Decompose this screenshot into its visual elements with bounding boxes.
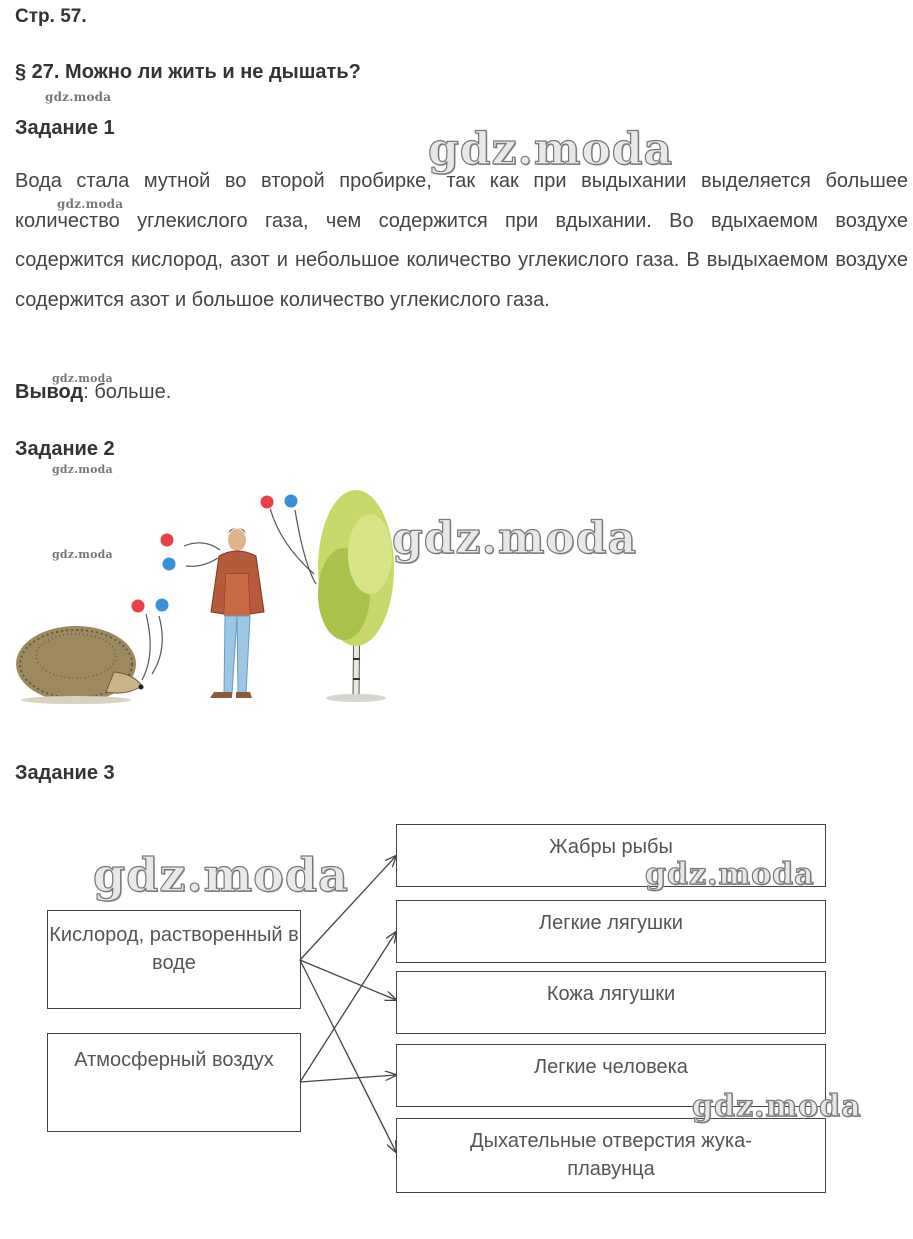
conclusion-label: Вывод (15, 381, 84, 403)
watermark-large: gdz.moda (428, 124, 674, 175)
source-box-atmospheric-air: Атмосферный воздух (47, 1033, 301, 1132)
watermark-medium: gdz.moda (645, 857, 815, 892)
task1-answer: Вода стала мутной во второй пробирке, так как при выдыхании выделяется большее количество углекислого газа, чем содержится при вдыхании. Во вдыхаемом воздухе содержится кислород, азот и небольшое количество углекислого газа. В выдыхаемом воздухе содержится азот и большое количество углекислого газа. (15, 170, 908, 311)
organ-box-frog-skin: Кожа лягушки (396, 971, 826, 1034)
page-number: Стр. 57. (15, 6, 87, 27)
task3-heading: Задание 3 (15, 762, 115, 784)
watermark-small: gdz.moda (52, 548, 113, 561)
arrow-water-beetle (300, 960, 396, 1152)
organ-box-frog-lungs: Легкие лягушки (396, 900, 826, 963)
task2-heading: Задание 2 (15, 438, 115, 460)
watermark-small: gdz.moda (52, 372, 113, 385)
watermark-small: gdz.moda (52, 463, 113, 476)
arrow-air-human-lungs (300, 1075, 396, 1082)
watermark-small: gdz.moda (57, 197, 124, 211)
organ-box-human-lungs: Легкие человека (396, 1044, 826, 1107)
watermark-large: gdz.moda (392, 513, 638, 564)
organ-box-beetle-spiracles: Дыхательные отверстия жука-плавунца (396, 1118, 826, 1193)
section-title: § 27. Можно ли жить и не дышать? (15, 61, 361, 83)
arrow-air-frog-lungs (300, 932, 396, 1082)
task1-heading: Задание 1 (15, 117, 115, 139)
organ-box-fish-gills: Жабры рыбы (396, 824, 826, 887)
watermark-large: gdz.moda (93, 848, 349, 902)
conclusion-text: : больше. (83, 381, 172, 403)
watermark-small: gdz.moda (45, 90, 112, 104)
watermark-medium: gdz.moda (692, 1089, 862, 1124)
arrow-water-frog-skin (300, 960, 396, 1000)
source-box-water-oxygen: Кислород, растворенный в воде (47, 910, 301, 1009)
